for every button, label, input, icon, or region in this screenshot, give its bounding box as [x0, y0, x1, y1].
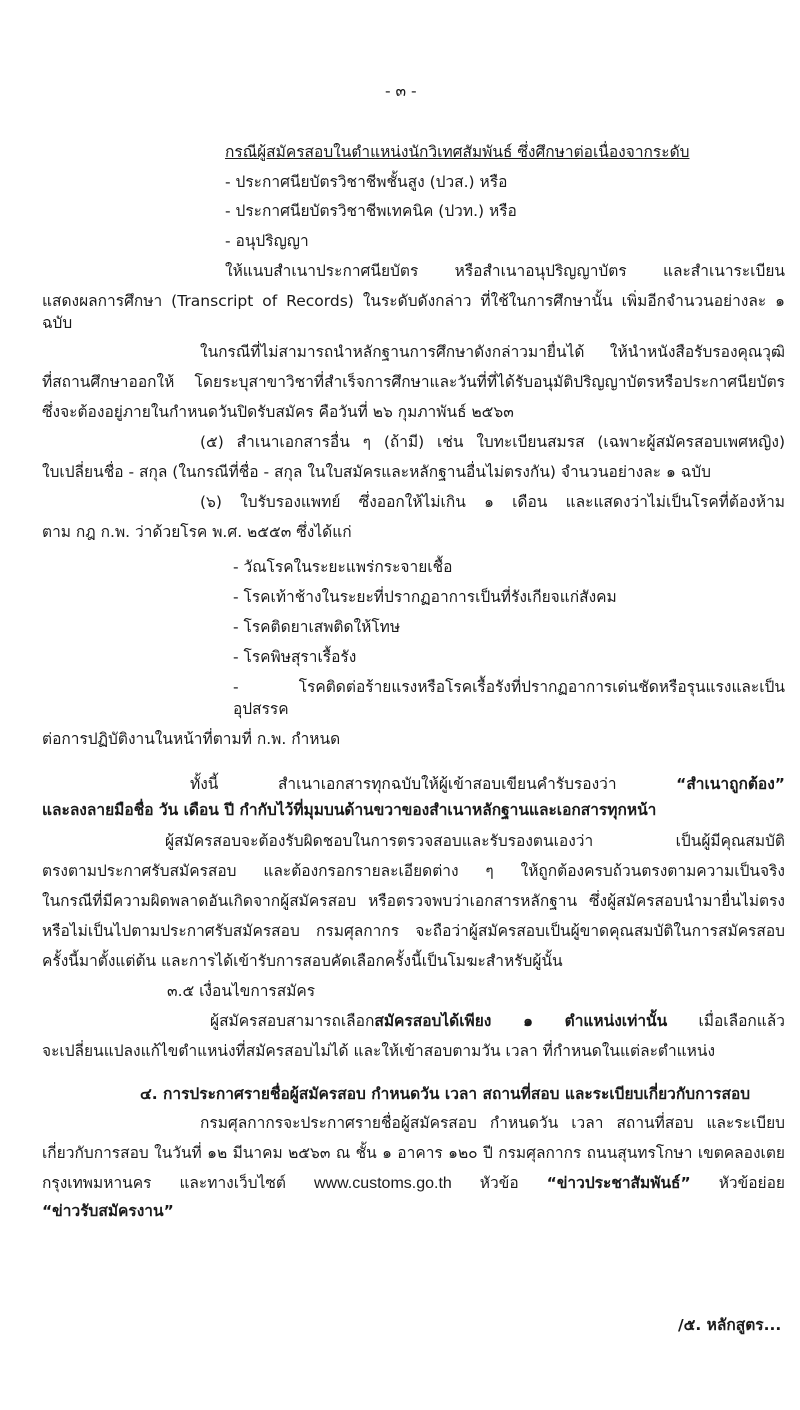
continuation-note: /๕. หลักสูตร...: [678, 1316, 782, 1334]
disease-item: - โรคเท้าช้างในระยะที่ปรากฏอาการเป็นที่รังเกียจแก่สังคม: [233, 588, 617, 606]
paragraph-line: ต่อการปฏิบัติงานในหน้าที่ตามที่ ก.พ. กำหนด: [42, 730, 341, 748]
bold-text: สมัครสอบได้เพียง ๑ ตำแหน่งเท่านั้น: [374, 1012, 668, 1030]
certify-quote: “สำเนาถูกต้อง”: [676, 775, 785, 793]
bold-text: “ข่าวประชาสัมพันธ์”: [546, 1174, 691, 1192]
text: หัวข้อ: [451, 1174, 547, 1192]
paragraph-line: ใบเปลี่ยนชื่อ - สกุล (ในกรณีที่ชื่อ - สกุล ในใบสมัครและหลักฐานอื่นไม่ตรงกัน) จำนวนอย่างละ ๑ ฉบับ: [42, 463, 711, 481]
list-item: - ประกาศนียบัตรวิชาชีพเทคนิค (ปวท.) หรือ: [225, 202, 517, 220]
paragraph-line: ในกรณีที่มีความผิดพลาดอันเกิดจากผู้สมัครสอบ หรือตรวจพบว่าเอกสารหลักฐาน ซึ่งผู้สมัครสอบนำมายื่นไม่ตรง: [42, 892, 785, 910]
paragraph-line: ในกรณีที่ไม่สามารถนำหลักฐานการศึกษาดังกล่าวมายื่นได้ ให้นำหนังสือรับรองคุณวุฒิ: [200, 343, 785, 361]
text: ผู้สมัครสอบสามารถเลือก: [210, 1012, 375, 1030]
paragraph-line: ตาม กฎ ก.พ. ว่าด้วยโรค พ.ศ. ๒๕๕๓ ซึ่งได้แก่: [42, 523, 352, 541]
item-5: (๕) สำเนาเอกสารอื่น ๆ (ถ้ามี) เช่น ใบทะเบียนสมรส (เฉพาะผู้สมัครสอบเพศหญิง): [200, 433, 785, 451]
paragraph-line: จะเปลี่ยนแปลงแก้ไขตำแหน่งที่สมัครสอบไม่ได้ และให้เข้าสอบตามวัน เวลา ที่กำหนดในแต่ละตำแหน่ง: [42, 1042, 716, 1060]
list-item: - ประกาศนียบัตรวิชาชีพชั้นสูง (ปวส.) หรือ: [225, 173, 508, 191]
paragraph-line: หรือไม่เป็นไปตามประกาศรับสมัครสอบ กรมศุลกากร จะถือว่าผู้สมัครสอบเป็นผู้ขาดคุณสมบัติในการสมัครสอบ: [42, 922, 785, 940]
paragraph-line: ครั้งนี้มาตั้งแต่ต้น และการได้เข้ารับการสอบคัดเลือกครั้งนี้เป็นโมฆะสำหรับผู้นั้น: [42, 952, 563, 970]
certify-text: ทั้งนี้ สำเนาเอกสารทุกฉบับให้ผู้เข้าสอบเขียนคำรับรองว่า: [190, 775, 677, 793]
list-item: - อนุปริญญา: [225, 232, 309, 250]
section-3-5-heading: ๓.๕ เงื่อนไขการสมัคร: [167, 982, 316, 1000]
text: เมื่อเลือกแล้ว: [667, 1012, 785, 1030]
paragraph-line: [42, 1172, 785, 1195]
item-6: (๖) ใบรับรองแพทย์ ซึ่งออกให้ไม่เกิน ๑ เดือน และแสดงว่าไม่เป็นโรคที่ต้องห้าม: [200, 493, 785, 511]
paragraph-line: เกี่ยวกับการสอบ ในวันที่ ๑๒ มีนาคม ๒๕๖๓ ณ ชั้น ๑ อาคาร ๑๒๐ ปี กรมศุลกากร ถนนสุนทรโกษา เขตคลองเตย: [42, 1144, 785, 1162]
paragraph-line: ซึ่งจะต้องอยู่ภายในกำหนดวันปิดรับสมัคร คือวันที่ ๒๖ กุมภาพันธ์ ๒๕๖๓: [42, 403, 514, 421]
paragraph-line: แสดงผลการศึกษา (Transcript of Records) ในระดับดังกล่าว ที่ใช้ในการศึกษานั้น เพิ่มอีกจำนวนอย่างละ ๑ ฉบับ: [42, 292, 785, 332]
section-4-heading: ๔. การประกาศรายชื่อผู้สมัครสอบ กำหนดวัน เวลา สถานที่สอบ และระเบียบเกี่ยวกับการสอบ: [140, 1085, 751, 1103]
disease-item: - วัณโรคในระยะแพร่กระจายเชื้อ: [233, 558, 453, 576]
disease-item: - โรคติดยาเสพติดให้โทษ: [233, 618, 401, 636]
website-url: www.customs.go.th: [313, 1175, 452, 1192]
disease-item: - โรคพิษสุราเรื้อรัง: [233, 648, 357, 666]
subheading-underlined: กรณีผู้สมัครสอบในตำแหน่งนักวิเทศสัมพันธ์ ซึ่งศึกษาต่อเนื่องจากระดับ: [225, 143, 690, 161]
paragraph-line: กรมศุลกากรจะประกาศรายชื่อผู้สมัครสอบ กำหนดวัน เวลา สถานที่สอบ และระเบียบ: [200, 1114, 785, 1132]
paragraph-line: “ข่าวรับสมัครงาน”: [42, 1202, 174, 1220]
text: กรุงเทพมหานคร และทางเว็บไซต์: [42, 1174, 314, 1192]
paragraph-line: ผู้สมัครสอบจะต้องรับผิดชอบในการตรวจสอบและรับรองตนเองว่า เป็นผู้มีคุณสมบัติ: [165, 832, 785, 850]
disease-item: - โรคติดต่อร้ายแรงหรือโรคเรื้อรังที่ปรากฏอาการเด่นชัดหรือรุนแรงและเป็นอุปสรรค: [233, 678, 785, 718]
text: หัวข้อย่อย: [690, 1174, 785, 1192]
page-number: - ๓ -: [385, 82, 417, 100]
paragraph-line: ตรงตามประกาศรับสมัครสอบ และต้องกรอกรายละเอียดต่าง ๆ ให้ถูกต้องครบถ้วนตรงตามความเป็นจริง: [42, 862, 785, 880]
paragraph-line: ให้แนบสำเนาประกาศนียบัตร หรือสำเนาอนุปริญญาบัตร และสำเนาระเบียน: [225, 262, 785, 280]
paragraph-line: ที่สถานศึกษาออกให้ โดยระบุสาขาวิชาที่สำเร็จการศึกษาและวันที่ที่ได้รับอนุมัติปริญญาบัตรหรือประกาศนียบัตร: [42, 373, 785, 391]
paragraph-line: [210, 1010, 785, 1032]
certify-line: [190, 773, 785, 795]
certify-line-bold: และลงลายมือชื่อ วัน เดือน ปี กำกับไว้ที่มุมบนด้านขวาของสำเนาหลักฐานและเอกสารทุกหน้า: [42, 801, 657, 819]
